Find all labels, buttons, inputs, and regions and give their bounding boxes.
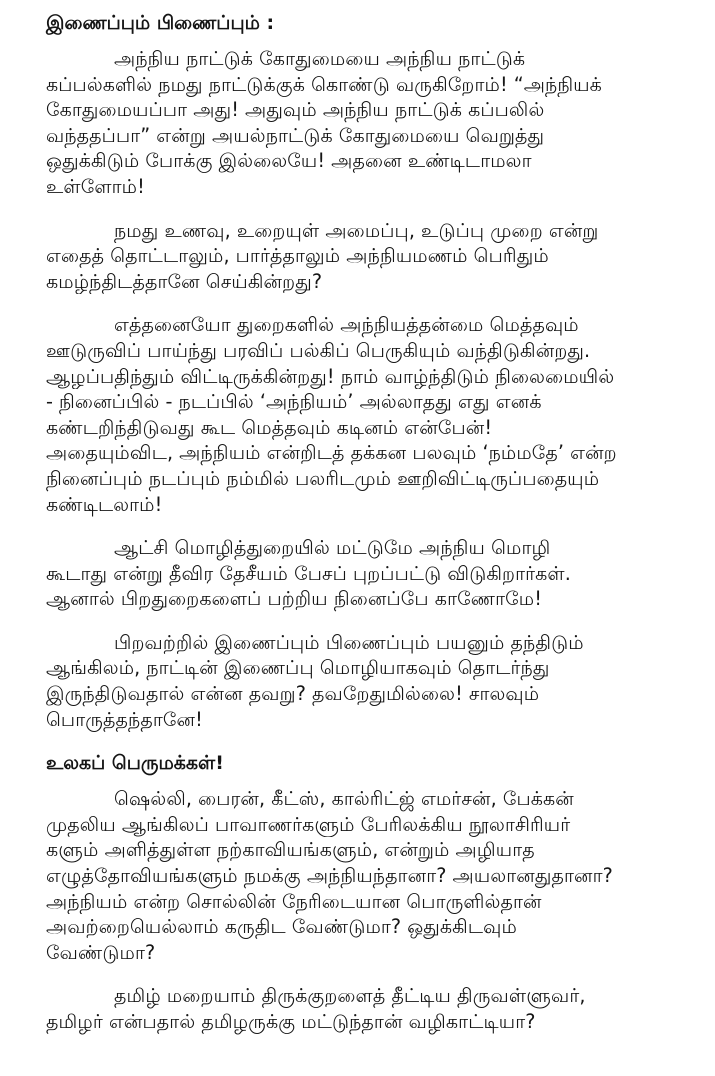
text-line: ஒதுக்கிடும் போக்கு இல்லையே! அதனை உண்டிடாமலா	[46, 149, 532, 173]
text-line: கப்பல்களில் நமது நாட்டுக்குக் கொண்டு வருகிறோம்! “அந்நியக்	[46, 72, 602, 96]
text-line: உள்ளோம்!	[46, 174, 145, 198]
text-line: வந்ததப்பா” என்று அயல்நாட்டுக் கோதுமையை வெறுத்து	[46, 123, 545, 147]
text-line: ஷெல்லி, பைரன், கீட்ஸ், கால்ரிட்ஜ் எமர்சன், பேக்கன்	[114, 787, 574, 811]
text-line: கண்டிடலாம்!	[46, 492, 163, 516]
text-line: தமிழர் என்பதால் தமிழருக்கு மட்டுந்தான் வழிகாட்டியா?	[46, 1010, 536, 1033]
text-line: எழுத்தோவியங்களும் நமக்கு அந்நியந்தானா? அயலானதுதானா?	[46, 864, 613, 888]
text-line: கோதுமையப்பா அது! அதுவும் அந்நிய நாட்டுக் கப்பலில்	[46, 98, 545, 122]
text-line: - நினைப்பில் - நடப்பில் ‘அந்நியம்’ அல்லாதது எது எனக்	[46, 390, 542, 414]
text-line: கண்டறிந்திடுவது கூட மெத்தவும் கடினம் என்பேன்!	[46, 415, 493, 439]
text-line: ஆட்சி மொழித்துறையில் மட்டுமே அந்நிய மொழி	[114, 536, 551, 560]
text-line: நினைப்பும் நடப்பும் நம்மில் பலரிடமும் ஊறிவிட்டிருப்பதையும்	[46, 466, 600, 490]
text-line: தமிழ் மறையாம் திருக்குறளைத் தீட்டிய திருவள்ளுவர்,	[114, 984, 586, 1008]
paragraph	[46, 312, 685, 517]
paragraph	[46, 218, 685, 295]
text-line: கமழ்ந்திடத்தானே செய்கின்றது?	[46, 269, 323, 293]
text-line: முதலிய ஆங்கிலப் பாவாணர்களும் பேரிலக்கிய நூலாசிரியர்	[46, 812, 571, 836]
text-line: அந்நியம் என்ற சொல்லின் நேரிடையான பொருளில்தான்	[46, 889, 542, 913]
text-line: எத்தனையோ துறைகளில் அந்நியத்தன்மை மெத்தவும்	[114, 313, 579, 337]
paragraph	[46, 535, 685, 612]
section-body	[46, 46, 685, 732]
text-line: நமது உணவு, உறையுள் அமைப்பு, உடுப்பு முறை என்று	[114, 218, 599, 242]
text-line: ஆங்கிலம், நாட்டின் இணைப்பு மொழியாகவும் தொடர்ந்து	[46, 656, 550, 680]
text-line: பொருத்தந்தானே!	[46, 707, 203, 731]
paragraph	[46, 46, 685, 200]
section-heading: இணைப்பும் பிணைப்பும் :	[46, 12, 275, 34]
text-line: ஆழப்பதிந்தும் விட்டிருக்கின்றது! நாம் வாழ்ந்திடும் நிலைமையில்	[46, 364, 615, 388]
text-line: அவற்றையெல்லாம் கருதிட வேண்டுமா? ஒதுக்கிடவும்	[46, 915, 517, 939]
text-line: வேண்டுமா?	[46, 940, 156, 964]
text-line: கூடாது என்று தீவிர தேசீயம் பேசப் புறப்பட்டு விடுகிறார்கள்.	[46, 561, 571, 585]
text-line: இருந்திடுவதால் என்ன தவறு? தவறேதுமில்லை! சாலவும்	[46, 682, 540, 706]
section-body	[46, 786, 685, 1034]
paragraph	[46, 630, 685, 732]
text-line: ஆனால் பிறதுறைகளைப் பற்றிய நினைப்பே காணோமே!	[46, 587, 542, 611]
text-line: களும் அளித்துள்ள நற்காவியங்களும், என்றும் அழியாத	[46, 838, 535, 862]
paragraph	[46, 786, 685, 965]
text-line: ஊடுருவிப் பாய்ந்து பரவிப் பல்கிப் பெருகியும் வந்திடுகின்றது.	[46, 338, 591, 362]
text-line: அந்நிய நாட்டுக் கோதுமையை அந்நிய நாட்டுக்	[114, 47, 526, 70]
section-heading: உலகப் பெருமக்கள்!	[46, 752, 224, 775]
text-line: அதையும்விட, அந்நியம் என்றிடத் தக்கன பலவும் ‘நம்மதே’ என்ற	[46, 441, 617, 465]
text-line: பிறவற்றில் இணைப்பும் பிணைப்பும் பயனும் தந்திடும்	[114, 630, 584, 654]
paragraph	[46, 983, 685, 1034]
text-line: எதைத் தொட்டாலும், பார்த்தாலும் அந்நியமணம் பெரிதும்	[46, 244, 549, 268]
